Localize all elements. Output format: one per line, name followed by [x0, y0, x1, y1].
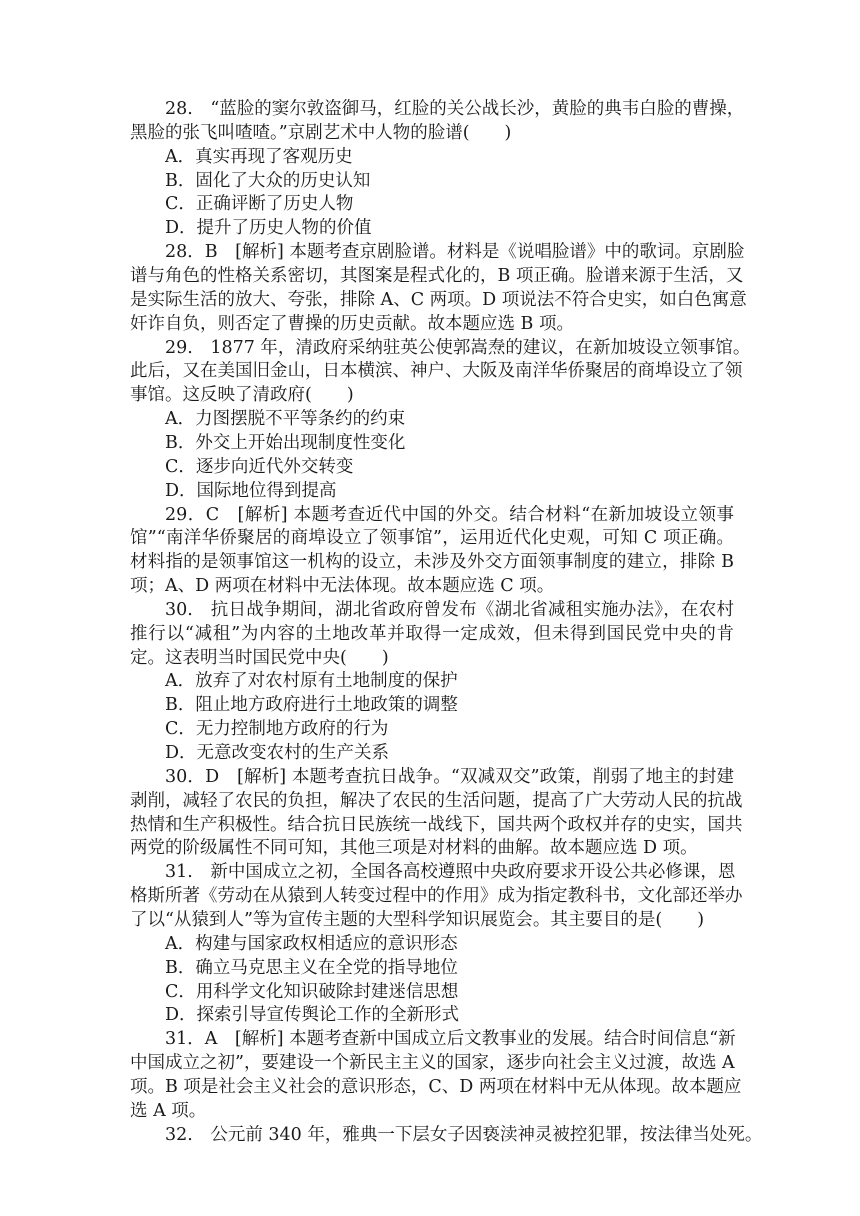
text-line: 热情和生产积极性。结合抗日民族统一战线下，国共两个政权并存的史实，国共: [130, 814, 743, 835]
option-line: A．真实再现了客观历史: [165, 146, 353, 167]
text-line: 材料指的是领事馆这一机构的设立，未涉及外交方面领事制度的建立，排除 B: [130, 552, 734, 573]
option-line: C．正确评断了历史人物: [165, 194, 354, 215]
text-line: 中国成立之初”，要建设一个新民主主义的国家，逐步向社会主义过渡，故选 A: [130, 1053, 735, 1073]
text-line: 格斯所著《劳动在从猿到人转变过程中的作用》成为指定教科书，文化部还举办: [130, 886, 743, 907]
question-line: 29. 1877 年，清政府采纳驻英公使郭嵩焘的建议，在新加坡设立领事馆。: [165, 337, 751, 358]
option-line: D．提升了历史人物的价值: [165, 218, 372, 239]
option-line: C．逐步向近代外交转变: [165, 456, 354, 477]
answer-analysis-line: 28．B [解析] 本题考查京剧脸谱。材料是《说唱脸谱》中的歌词。京剧脸: [165, 242, 745, 263]
answer-analysis-line: 30．D [解析] 本题考查抗日战争。“双减双交”政策，削弱了地主的封建: [165, 766, 734, 787]
text-line: 定。这表明当时国民党中央( ): [130, 647, 389, 668]
option-line: D．国际地位得到提高: [165, 480, 337, 501]
question-line: 31. 新中国成立之初，全国各高校遵照中央政府要求开设公共必修课，恩: [165, 862, 736, 883]
option-line: A．力图摆脱不平等条约的约束: [165, 409, 406, 430]
text-line: 黑脸的张飞叫喳喳。”京剧艺术中人物的脸谱( ): [130, 122, 512, 143]
option-line: B．外交上开始出现制度性变化: [165, 432, 406, 453]
text-line: 项；A、D 两项在材料中无法体现。故本题应选 C 项。: [130, 576, 555, 596]
question-line: 30. 抗日战争期间，湖北省政府曾发布《湖北省减租实施办法》，在农村: [165, 599, 734, 620]
option-line: B．确立马克思主义在全党的指导地位: [165, 957, 458, 978]
option-line: A．放弃了对农村原有土地制度的保护: [165, 671, 458, 692]
answer-analysis-line: 29．C [解析] 本题考查近代中国的外交。结合材料“在新加坡设立领事: [165, 504, 734, 525]
text-line: 谱与角色的性格关系密切，其图案是程式化的，B 项正确。脸谱来源于生活，又: [130, 266, 744, 286]
answer-analysis-line: 31．A [解析] 本题考查新中国成立后文教事业的发展。结合时间信息“新: [165, 1029, 736, 1050]
text-line: 选 A 项。: [130, 1100, 207, 1121]
option-line: C．无力控制地方政府的行为: [165, 719, 389, 740]
text-line: 是实际生活的放大、夸张，排除 A、C 两项。D 项说法不符合史实，如白色寓意: [130, 289, 747, 310]
text-line: 奸诈自负，则否定了曹操的历史贡献。故本题应选 B 项。: [130, 313, 574, 334]
text-line: 项。B 项是社会主义社会的意识形态，C、D 两项在材料中无从体现。故本题应: [130, 1076, 742, 1097]
option-line: B．阻止地方政府进行土地政策的调整: [165, 695, 458, 716]
question-line: 28. “蓝脸的窦尔敦盗御马，红脸的关公战长沙，黄脸的典韦白脸的曹操，: [165, 99, 745, 119]
option-line: A．构建与国家政权相适应的意识形态: [165, 933, 458, 954]
text-line: 此后，又在美国旧金山，日本横滨、神户、大阪及南洋华侨聚居的商埠设立了领: [130, 361, 743, 382]
text-line: 事馆。这反映了清政府( ): [130, 385, 354, 406]
text-line: 剥削，减轻了农民的负担，解决了农民的生活问题，提高了广大劳动人民的抗战: [130, 790, 743, 811]
text-line: 了以“从猿到人”等为宣传主题的大型科学知识展览会。其主要目的是( ): [130, 909, 705, 930]
option-line: D．无意改变农村的生产关系: [165, 743, 390, 763]
text-line: 两党的阶级属性不同可知，其他三项是对材料的曲解。故本题应选 D 项。: [130, 838, 698, 859]
option-line: D．探索引导宣传舆论工作的全新形式: [165, 1005, 460, 1026]
question-line: 32. 公元前 340 年，雅典一下层女子因亵渎神灵被控犯罪，按法律当处死。: [165, 1124, 763, 1145]
text-line: 推行以“减租”为内容的土地改革并取得一定成效，但未得到国民党中央的肯: [130, 623, 734, 644]
option-line: B．固化了大众的历史认知: [165, 170, 371, 191]
option-line: C．用科学文化知识破除封建迷信思想: [165, 981, 459, 1002]
text-line: 馆”“南洋华侨聚居的商埠设立了领事馆”，运用近代化史观，可知 C 项正确。: [130, 528, 734, 549]
